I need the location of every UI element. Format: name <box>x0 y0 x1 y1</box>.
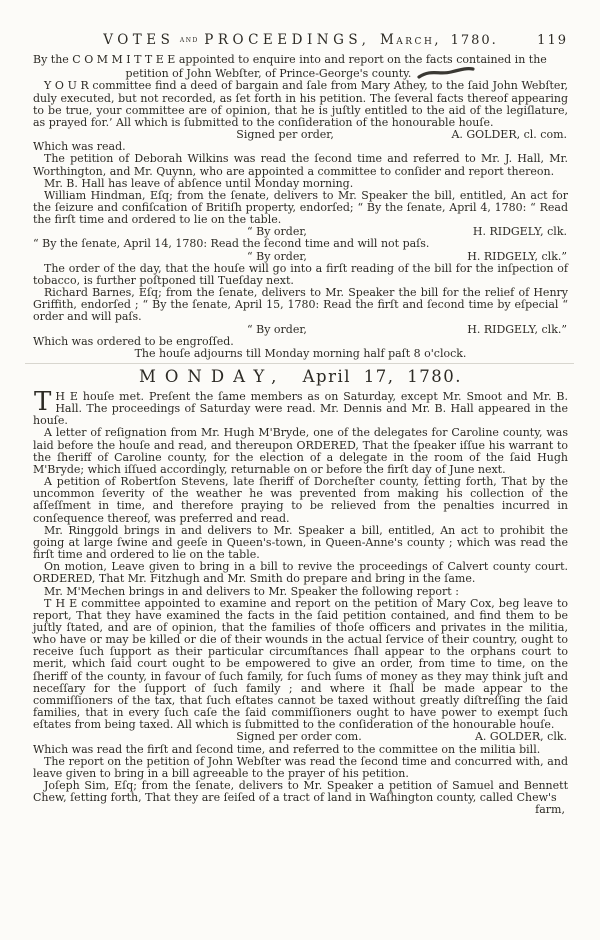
paragraph-senate-april14: “ By the ſenate, April 14, 1780: Read the ſecond time and will not paſs. <box>33 237 430 251</box>
paragraph-webster-report: The report on the petition of John Webſter was read the ſecond time and concurred with, and leave given to bring in a bill agreeable to the prayer of his petition. <box>33 754 568 780</box>
heading-day: MONDAY, <box>139 367 286 386</box>
clerk-name-ridgely: H. RIDGELY, clk.” <box>467 322 567 336</box>
catchword: farm, <box>535 803 565 817</box>
page-header <box>33 34 568 47</box>
clerk-name-golder: A. GOLDER, cl. com. <box>451 128 567 142</box>
signature-row-golder-1 <box>33 129 568 141</box>
paragraph-calvert-motion: On motion, Leave given to bring in a bill to revive the proceedings of Calvert county court. ORDERED, That Mr. Fitzhugh and Mr. Smith do prepare and bring in the ſame. <box>33 560 568 586</box>
by-order-label: “ By order, <box>247 249 307 263</box>
committee-heading-line1: By the C O M M I T T E E appointed to enquire into and report on the facts contained in the <box>33 53 547 67</box>
paragraph-hindman-bill: William Hindman, Eſq; from the ſenate, delivers to Mr. Speaker the bill, entitled, An act for the ſeizure and confiſcation of Britiſh property, endorſed; “ By the ſenate, April 4, 1780: “ Read the firſt time and ordered to lie on the table. <box>33 188 568 227</box>
monday-session-heading <box>33 368 568 386</box>
by-order-label: “ By order, <box>247 322 307 336</box>
paragraph-militia-referral: Which was read the firſt and ſecond time, and referred to the committee on the militia bill. <box>33 742 541 756</box>
signature-row-golder-2 <box>33 731 568 743</box>
paragraph-bhall-leave: Mr. B. Hall has leave of abſence until Monday morning. <box>44 176 354 190</box>
signed-per-order-label: Signed per order com. <box>236 730 362 744</box>
paragraph-house-met <box>33 387 568 428</box>
drop-cap: T <box>34 387 52 417</box>
paragraph-wilkins-petition: The petition of Deborah Wilkins was read the ſecond time and referred to Mr. J. Hall, Mr. Worthington, and Mr. Quynn, who are appointed a committee to conſider and report thereon. <box>33 152 568 178</box>
committee-heading-line2 <box>33 66 568 80</box>
clerk-name-ridgely: H. RIDGELY, clk. <box>472 225 567 239</box>
header-title-and: and <box>179 35 199 45</box>
paragraph-mcmechen-report: Mr. M'Mechen brings in and delivers to Mr. Speaker the following report : <box>44 584 459 598</box>
paragraph-mcbryde-resignation: A letter of reſignation from Mr. Hugh M'Bryde, one of the delegates for Caroline county, was laid before the houſe and read, and thereupon ORDERED, That the ſpeaker iſſue his warrant to the ſheriff of Caroline county, for the election of a delegate in the room of the ſaid Hugh M'Bryde; which iſſued accordingly, returnable on or before the firſt day of June next. <box>33 426 568 476</box>
paragraph-which-was-read: Which was read. <box>33 140 126 154</box>
paragraph-tobacco-order: The order of the day, that the houſe will go into a firſt reading of the bill for the inſpection of tobacco, is further poſtponed till Tueſday next. <box>33 261 568 287</box>
house-met-text: H E houſe met. Preſent the ſame members as on Saturday, except Mr. Smoot and Mr. B. Hall. The proceedings of Saturday were read. Mr. Dennis and Mr. B. Hall appeared in the houſe. <box>33 390 568 428</box>
paragraph-barnes-bill: Richard Barnes, Eſq; from the ſenate, delivers to Mr. Speaker the bill for the relief of Henry Griffith, endorſed ; “ By the ſenate, April 15, 1780: Read the firſt and ſecond time by eſpecial “ order and will paſs. <box>33 286 568 324</box>
paragraph-adjourn: The houſe adjourns till Monday morning half paſt 8 o'clock. <box>134 346 467 360</box>
header-title-proceedings: PROCEEDINGS, <box>204 32 371 48</box>
heading-date: April 17, 1780. <box>302 367 462 386</box>
signature-row-ridgely-3 <box>33 324 568 336</box>
handwritten-ink-mark <box>417 66 475 79</box>
signature-row-ridgely-2 <box>33 251 568 263</box>
header-title-month: March, <box>379 32 442 48</box>
committee-heading-text: petition of John Webſter, of Prince-George's county. <box>125 67 412 81</box>
section-divider <box>25 363 574 364</box>
clerk-name-ridgely: H. RIDGELY, clk.” <box>467 249 567 263</box>
paragraph-stevens-petition: A petition of Robertſon Stevens, late ſheriff of Dorcheſter county, ſetting forth, That by the uncommon ſeverity of the weather he was prevented from making his collection of the aſſeſſment in time, and therefore praying to be relieved from the penalties incurred in conſequence thereof, was preferred and read. <box>33 475 568 525</box>
header-title-year: 1780. <box>450 33 498 48</box>
paragraph-engrossed: Which was ordered to be engroſſed. <box>33 334 234 348</box>
clerk-name-golder: A. GOLDER, clk. <box>474 730 567 744</box>
header-title-votes: VOTES <box>103 32 175 48</box>
signed-per-order-label: Signed per order, <box>236 128 334 142</box>
by-order-label: “ By order, <box>247 225 307 239</box>
page-number: 119 <box>537 33 568 48</box>
paragraph-ringgold-bill: Mr. Ringgold brings in and delivers to Mr. Speaker a bill, entitled, An act to prohibit the going at large ſwine and geeſe in Queen's-town, in Queen-Anne's county ; which was read the firſt time and ordered to lie on the table. <box>33 523 568 562</box>
paragraph-marycox-report: T H E committee appointed to examine and report on the petition of Mary Cox, beg leave to report, That they have examined the facts in the ſaid petition contained, and find them to be juſtly ſtated, and are of opinion, that the families of thoſe officers and privates in the militia, who have or may be killed or die of their wounds in the actual ſervice of their country, ought to receive ſuch ſupport as their particular circumſtances ſhall appear to the orphans court to merit, which ſaid court ought to be empowered to give an order, from time to time, on the ſheriff of the county, in favour of ſuch family, for ſuch ſums of money as they may think juſt and neceſſary for the ſupport of ſuch family ; and where it ſhall be made appear to the commiſſioners of the tax, that ſuch eſtates cannot be taxed without greatly diſtreſſing the ſaid families, that in every ſuch caſe the ſaid commiſſioners ought to have power to exempt ſuch eſtates from being taxed. All which is ſubmitted to the conſideration of the honourable houſe. <box>33 596 568 732</box>
paragraph-your-committee: Y O U R committee find a deed of bargain and ſale from Mary Athey, to the ſaid John Webſter, duly executed, but not recorded, as ſet forth in his petition. The ſeveral facts thereof appearing to be true, your committee are of opinion, that he is juſtly entitled to the aid of the legiſlature, as prayed for.’ All which is ſubmitted to the conſideration of the honourable houſe. <box>33 79 568 129</box>
signature-row-ridgely-1 <box>33 226 568 238</box>
paragraph-sim-petition: Joſeph Sim, Eſq; from the ſenate, delivers to Mr. Speaker a petition of Samuel and Bennett Chew, ſetting forth, That they are ſeiſed of a tract of land in Waſhington county, called Chew's <box>33 778 568 805</box>
